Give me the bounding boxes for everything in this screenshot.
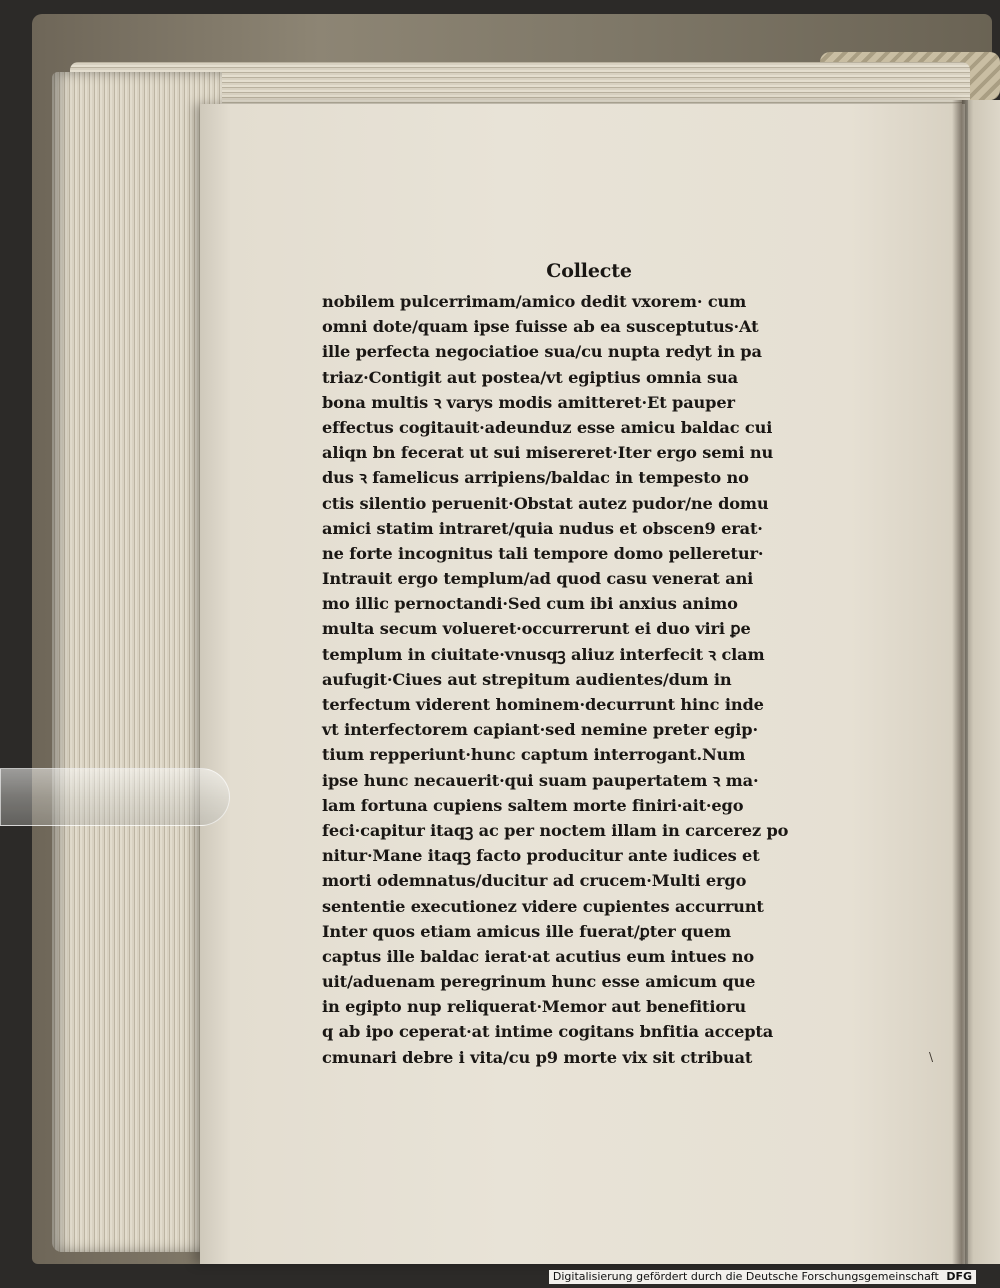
text-line: cmunari debre i vita/cu p9 morte vix sit ctribuat (322, 1047, 753, 1067)
text-line: omni dote/quam ipse fuisse ab ea susceptutus·At (322, 317, 759, 337)
text-line: multa secum volueret·occurrerunt ei duo viri ꝑe (322, 619, 751, 639)
text-line: amici statim intraret/quia nudus et obscen9 erat· (322, 518, 763, 538)
text-line: nitur·Mane itaqꝫ facto producitur ante iudices et (322, 846, 760, 866)
credit-text: Digitalisierung gefördert durch die Deutsche Forschungsgemeinschaft (552, 1270, 939, 1283)
text-line: Intrauit ergo templum/ad quod casu venerat ani (322, 569, 754, 589)
text-line: nobilem pulcerrimam/amico dedit vxorem· cum (322, 292, 747, 311)
funding-credit (549, 1270, 976, 1284)
text-line: in egipto nup reliquerat·Memor aut benefitioru (322, 997, 746, 1017)
text-line: ne forte incognitus tali tempore domo pelleretur· (322, 543, 764, 563)
running-heading: Collecte (546, 260, 632, 282)
text-block (322, 258, 822, 1070)
text-line: feci·capitur itaqꝫ ac per noctem illam in carcerez po (322, 820, 789, 840)
text-line: captus ille baldac ierat·at acutius eum intues no (322, 946, 754, 966)
text-line: bona multis ꝛ varys modis amitteret·Et pauper (322, 392, 735, 412)
text-line: effectus cogitauit·adeunduz esse amicu baldac cui (322, 417, 773, 437)
text-line: terfectum viderent hominem·decurrunt hinc inde (322, 695, 764, 714)
dfg-logo-icon: DFG (946, 1270, 972, 1283)
text-line: templum in ciuitate·vnusqꝫ aliuz interfecit ꝛ clam (322, 644, 765, 664)
text-line: aufugit·Ciues aut strepitum audientes/dum in (322, 669, 732, 689)
text-line: uit/aduenam peregrinum hunc esse amicum que (322, 972, 756, 992)
text-line: ille perfecta negociatioe sua/cu nupta redyt in pa (322, 342, 762, 362)
text-line: aliqn bn fecerat ut sui misereret·Iter ergo semi nu (322, 443, 774, 463)
gutter-shadow (952, 100, 968, 1264)
text-line: triaz·Contigit aut postea/vt egiptius omnia sua (322, 367, 738, 387)
text-line: morti odemnatus/ducitur ad crucem·Multi ergo (322, 871, 747, 891)
text-line: tium repperiunt·hunc captum interrogant.Num (322, 745, 746, 765)
text-line: ipse hunc necauerit·qui suam paupertatem ꝛ ma· (322, 770, 759, 790)
text-line: q ab ipo ceperat·at intime cogitans bnfitia accepta (322, 1022, 774, 1042)
text-line: lam fortuna cupiens saltem morte finiri·ait·ego (322, 795, 744, 815)
page-holder-clamp (0, 768, 230, 826)
text-line: vt interfectorem capiant·sed nemine preter egip· (322, 720, 758, 740)
text-line: Inter quos etiam amicus ille fuerat/ꝑter quem (322, 921, 732, 941)
text-line: sententie executionez videre cupientes accurrunt (322, 896, 764, 916)
text-line: mo illic pernoctandi·Sed cum ibi anxius animo (322, 594, 738, 614)
text-line: ctis silentio peruenit·Obstat autez pudor/ne domu (322, 493, 769, 513)
left-page-edges (52, 72, 222, 1252)
margin-mark: \ (929, 1050, 934, 1064)
text-line: dus ꝛ famelicus arripiens/baldac in tempesto no (322, 468, 749, 488)
